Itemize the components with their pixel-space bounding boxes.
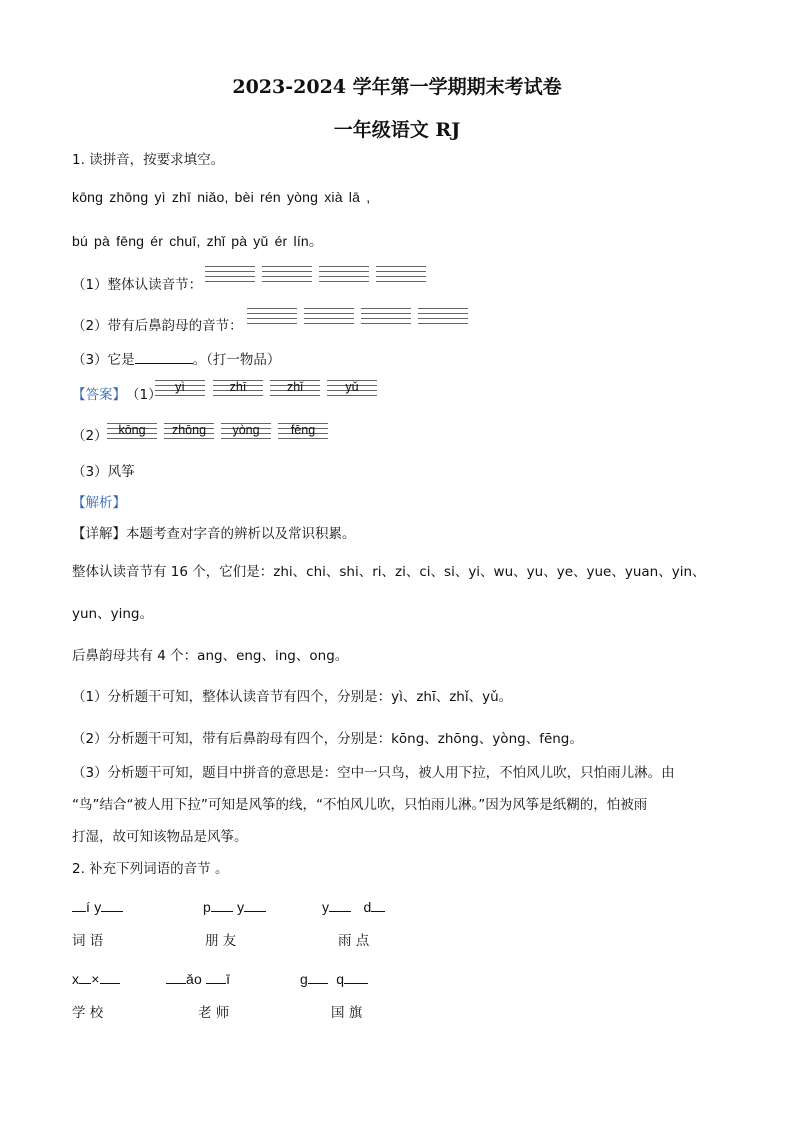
answer-grid [270, 380, 320, 396]
answer-grid [221, 423, 271, 439]
pinyin-part: ī [226, 971, 231, 987]
vocab-word: 雨 点 [338, 933, 370, 949]
pinyin-blank[interactable] [100, 969, 120, 984]
pinyin-grid-blank[interactable] [304, 308, 354, 324]
answer-syllable: zhǐ [287, 380, 303, 394]
pinyin-fill-item [322, 897, 385, 915]
sub-question-3 [72, 349, 280, 369]
analysis-paragraph: yun、ying。 [72, 606, 153, 622]
pinyin-part: p [203, 899, 211, 915]
vocab-word: 词 语 [72, 933, 104, 949]
vocab-word: 老 师 [198, 1005, 230, 1021]
pinyin-part: g [300, 971, 308, 987]
pinyin-part: í [86, 899, 91, 915]
analysis-paragraph: （1）分析题干可知，整体认读音节有四个，分别是：yì、zhī、zhǐ、yǔ。 [72, 689, 513, 705]
pinyin-blank[interactable] [329, 897, 351, 912]
answer-grid [155, 380, 205, 396]
answer-grid [107, 423, 157, 439]
analysis-paragraph: “鸟”结合“被人用下拉”可知是风筝的线，“不怕风儿吹，只怕雨儿淋。”因为风筝是纸糊的，怕被雨 [72, 797, 648, 813]
pinyin-part: x [72, 971, 80, 987]
question-1-pinyin-line-1: kōng zhōng yì zhī niǎo, bèi rén yòng xià lā , [72, 189, 371, 205]
pinyin-grid-blank[interactable] [319, 266, 369, 282]
answer-3: （3）风筝 [72, 464, 135, 480]
pinyin-part: d [363, 899, 372, 915]
answer-grid [278, 423, 328, 439]
answer-syllable: yì [175, 380, 185, 394]
pinyin-blank[interactable] [101, 897, 123, 912]
pinyin-part: y [322, 899, 330, 915]
analysis-paragraph: 打湿，故可知该物品是风筝。 [72, 829, 248, 845]
pinyin-grid-blank[interactable] [262, 266, 312, 282]
analysis-paragraph: （3）分析题干可知，题目中拼音的意思是：空中一只鸟，被人用下拉，不怕风儿吹，只怕雨儿淋。由 [72, 765, 675, 781]
answer-tag: 【答案】 [72, 387, 126, 403]
answer-grid [213, 380, 263, 396]
pinyin-blank[interactable] [206, 969, 226, 984]
pinyin-blank[interactable] [72, 897, 86, 912]
answer-syllable: zhī [229, 380, 247, 394]
pinyin-blank[interactable] [371, 897, 385, 912]
page-title: 2023-2024 学年第一学期期末考试卷 [232, 76, 562, 98]
answer-syllable: yòng [232, 423, 260, 437]
answer-syllable: kōng [118, 423, 146, 437]
pinyin-blank[interactable] [244, 897, 266, 912]
detail-line [72, 525, 356, 543]
pinyin-grid-blank[interactable] [361, 308, 411, 324]
sub-question-2-label: （2）带有后鼻韵母的音节： [72, 318, 243, 334]
pinyin-grid-blank[interactable] [376, 266, 426, 282]
pinyin-fill-item [72, 969, 120, 987]
pinyin-part: × [91, 971, 100, 987]
vocab-word: 朋 友 [205, 933, 237, 949]
detail-text: 本题考查对字音的辨析以及常识积累。 [126, 526, 356, 542]
sub-question-3-tail: 。（打一物品） [192, 352, 281, 368]
sub-question-1-label: （1）整体认读音节： [72, 277, 203, 293]
pinyin-blank[interactable] [211, 897, 233, 912]
answer-syllable: fēng [290, 423, 316, 437]
answer-2-label: （2） [72, 428, 108, 444]
analysis-tag: 【解析】 [72, 495, 126, 511]
answer-grid [327, 380, 377, 396]
analysis-paragraph: 整体认读音节有 16 个，它们是：zhi、chi、shi、ri、zi、ci、si、yi、wu、yu、ye、yue、yuan、yin、 [72, 564, 706, 580]
question-1-stem: 1. 读拼音，按要求填空。 [72, 152, 225, 168]
pinyin-part: q [336, 971, 345, 987]
pinyin-part: ǎo [186, 971, 202, 987]
pinyin-part: y [237, 899, 245, 915]
pinyin-part: y [94, 899, 102, 915]
page-subtitle: 一年级语文 RJ [333, 119, 461, 141]
analysis-paragraph: （2）分析题干可知，带有后鼻韵母有四个，分别是：kōng、zhōng、yòng、fēng。 [72, 731, 583, 747]
detail-tag: 【详解】 [72, 526, 126, 542]
answer-grid [164, 423, 214, 439]
sub-question-3-label: （3）它是 [72, 352, 135, 368]
pinyin-fill-item [72, 897, 123, 915]
pinyin-blank[interactable] [308, 969, 328, 984]
pinyin-grid-blank[interactable] [418, 308, 468, 324]
answer-syllable: yǔ [345, 380, 359, 394]
pinyin-fill-item [166, 969, 230, 987]
pinyin-grid-blank[interactable] [205, 266, 255, 282]
pinyin-fill-item [203, 897, 266, 915]
answer-1-label: （1） [126, 387, 162, 403]
pinyin-grid-blank[interactable] [247, 308, 297, 324]
pinyin-blank[interactable] [166, 969, 186, 984]
pinyin-blank[interactable] [79, 969, 91, 984]
answer-blank[interactable] [135, 349, 193, 364]
pinyin-fill-item [300, 969, 368, 987]
vocab-word: 国 旗 [331, 1005, 363, 1021]
pinyin-blank[interactable] [344, 969, 368, 984]
answer-syllable: zhōng [171, 423, 207, 437]
question-2-stem: 2. 补充下列词语的音节 。 [72, 861, 229, 877]
analysis-paragraph: 后鼻韵母共有 4 个：ang、eng、ing、ong。 [72, 648, 349, 664]
vocab-word: 学 校 [72, 1005, 104, 1021]
question-1-pinyin-line-2: bú pà fēng ér chuī, zhǐ pà yǔ ér lín。 [72, 233, 324, 249]
